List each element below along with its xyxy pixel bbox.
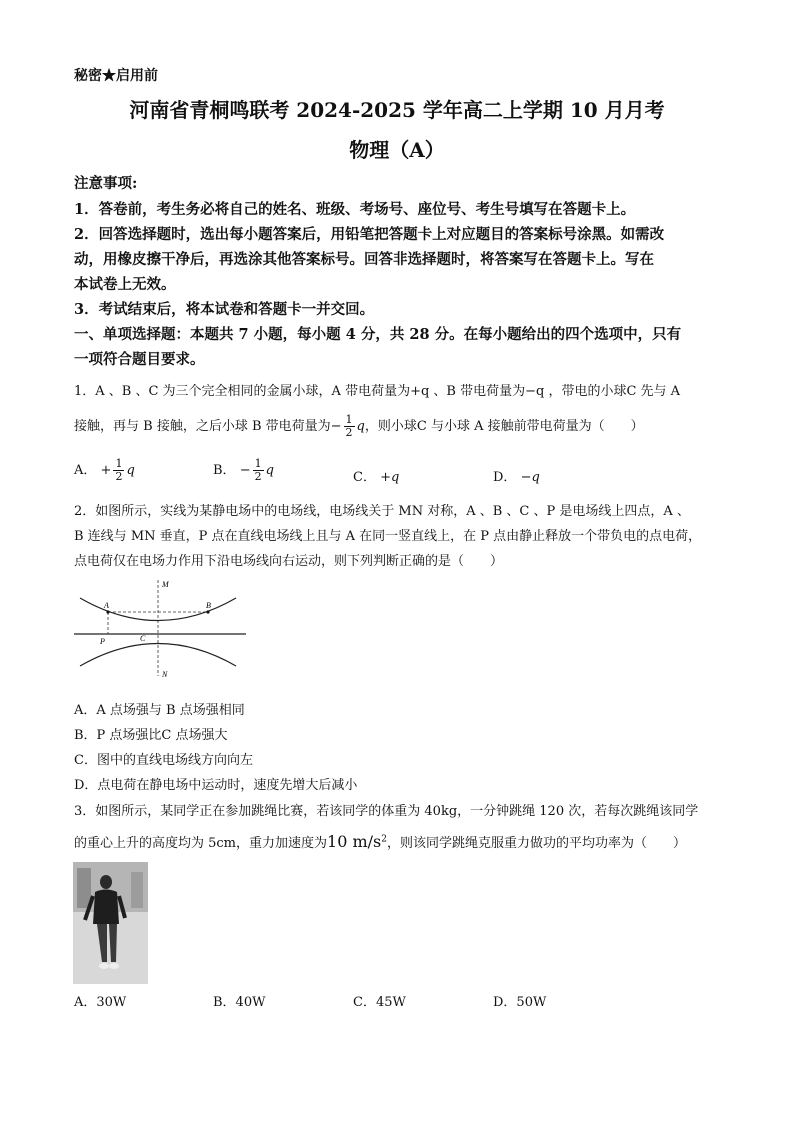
q1-option-d [493, 466, 540, 485]
gravity-exponent: 2 [381, 834, 387, 845]
q1-option-b [213, 458, 274, 483]
option-label: D． [493, 470, 517, 485]
label-b: B [206, 601, 211, 610]
option-label: B． [213, 463, 236, 478]
q3-text-post: ，则该同学跳绳克服重力做功的平均功率为（ ） [386, 836, 686, 851]
fraction-denominator: 2 [254, 470, 262, 483]
label-a: A [104, 601, 109, 610]
section-heading-cont: 一项符合题目要求。 [74, 351, 205, 368]
label-m: M [162, 580, 169, 589]
q1-stem-line2 [74, 414, 644, 439]
q3-option-d: D．50W [493, 995, 547, 1010]
q2-option-a: A．A 点场强与 B 点场强相同 [74, 703, 245, 718]
q1-text-pre: 接触，再与 B 接触，之后小球 B 带电荷量为 [74, 419, 331, 434]
q3-option-c: C．45W [353, 995, 406, 1010]
electric-field-figure [72, 578, 252, 680]
q1-fraction [344, 414, 355, 439]
fraction-denominator: 2 [345, 426, 353, 439]
q1-option-a [74, 458, 135, 483]
option-text: +q [380, 470, 400, 485]
exam-title: 河南省青桐鸣联考 2024-2025 学年高二上学期 10 月月考 [129, 98, 665, 122]
notice-item: 2．回答选择题时，选出每小题答案后，用铅笔把答题卡上对应题目的答案标号涂黑。如需改 [74, 226, 665, 243]
q1-stem-line1: 1．A 、B 、C 为三个完全相同的金属小球，A 带电荷量为+q 、B 带电荷量为−q ，带电的小球C 先与 A [74, 384, 681, 399]
q3-stem-line1: 3．如图所示，某同学正在参加跳绳比赛，若该同学的体重为 40kg，一分钟跳绳 120 次，若每次跳绳该同学 [74, 804, 699, 819]
option-label: A． [74, 463, 97, 478]
q2-option-d: D．点电荷在静电场中运动时，速度先增大后减小 [74, 778, 358, 793]
label-c: C [140, 634, 146, 643]
notice-item: 动，用橡皮擦干净后，再选涂其他答案标号。回答非选择题时，将答案写在答题卡上。写在 [74, 251, 654, 268]
q2-stem-line2: B 连线与 MN 垂直，P 点在直线电场线上且与 A 在同一竖直线上，在 P 点由静止释放一个带负电的点电荷， [74, 529, 702, 544]
q3-text-pre: 的重心上升的高度均为 5cm，重力加速度为 [74, 836, 328, 851]
q3-option-b: B．40W [213, 995, 266, 1010]
option-var: q [265, 463, 274, 478]
option-var: q [126, 463, 135, 478]
student-figure [73, 862, 148, 984]
q2-option-c: C．图中的直线电场线方向向左 [74, 753, 253, 768]
rope-skipping-photo [73, 862, 148, 984]
exam-subtitle: 物理（A） [349, 138, 445, 162]
point-b-dot [206, 610, 209, 613]
option-fraction [253, 458, 264, 483]
q2-stem-line3: 点电荷仅在电场力作用下沿电场线向右运动，则下列判断正确的是（ ） [74, 554, 504, 569]
q1-text-post: ，则小球C 与小球 A 接触前带电荷量为（ ） [364, 419, 644, 434]
option-label: C． [353, 470, 376, 485]
q1-option-c [353, 466, 399, 485]
option-sign: − [239, 463, 251, 478]
notice-item: 3．考试结束后，将本试卷和答题卡一并交回。 [74, 301, 375, 318]
notice-heading: 注意事项: [74, 175, 138, 192]
q3-option-a: A．30W [74, 995, 127, 1010]
q1-var: q [356, 419, 365, 434]
option-sign: + [100, 463, 112, 478]
notice-item: 本试卷上无效。 [74, 276, 176, 293]
q3-stem-line2 [74, 832, 686, 851]
fraction-denominator: 2 [115, 470, 123, 483]
q2-stem-line1: 2．如图所示，实线为某静电场中的电场线，电场线关于 MN 对称，A 、B 、C 、P 是电场线上四点，A 、 [74, 504, 690, 519]
label-n: N [162, 670, 168, 679]
gravity-value: 10 m/s [327, 832, 382, 851]
fraction-numerator: 1 [345, 413, 353, 426]
label-p: P [100, 637, 105, 646]
section-heading: 一、单项选择题：本题共 7 小题，每小题 4 分，共 28 分。在每小题给出的四个选项中，只有 [74, 326, 682, 343]
option-text: −q [520, 470, 540, 485]
notice-item: 1．答卷前，考生务必将自己的姓名、班级、考场号、座位号、考生号填写在答题卡上。 [74, 201, 636, 218]
fraction-numerator: 1 [115, 457, 123, 470]
q1-sign: − [330, 419, 342, 434]
confidential-label: 秘密★启用前 [74, 68, 158, 84]
option-fraction [113, 458, 124, 483]
fraction-numerator: 1 [254, 457, 262, 470]
point-a-dot [106, 610, 109, 613]
q2-option-b: B．P 点场强比C 点场强大 [74, 728, 228, 743]
